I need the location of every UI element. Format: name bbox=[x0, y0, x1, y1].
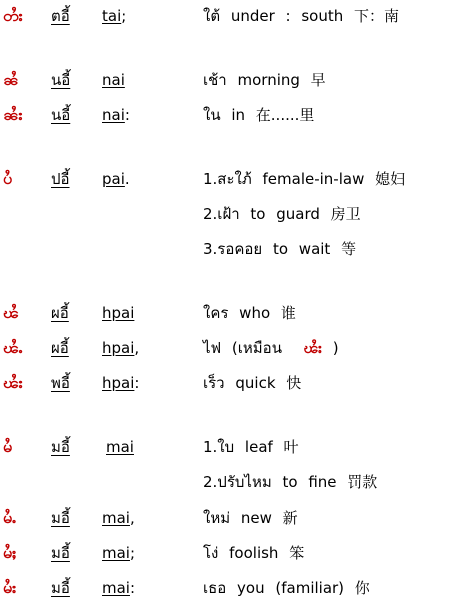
romanization-text: mai bbox=[106, 438, 134, 456]
entry-row bbox=[0, 301, 450, 325]
romanization-text: mai bbox=[102, 579, 130, 597]
gloss: ใคร who 谁 bbox=[203, 304, 296, 322]
shan-word: မႆ bbox=[3, 437, 13, 456]
romanization-punct: . bbox=[124, 170, 130, 188]
thai-word: มอี้ bbox=[51, 438, 70, 456]
romanization bbox=[102, 103, 130, 127]
shan-word: ၼႆး bbox=[3, 105, 23, 124]
romanization bbox=[102, 167, 130, 191]
entry-row bbox=[0, 506, 450, 530]
romanization bbox=[102, 301, 134, 325]
entry-row bbox=[0, 103, 450, 127]
shan-word: ပႆ bbox=[3, 169, 13, 188]
gloss: ใหม่ new 新 bbox=[203, 509, 298, 527]
thai-word: พอี้ bbox=[51, 374, 70, 392]
thai-word: ปอี้ bbox=[51, 170, 70, 188]
entry-row-continuation bbox=[0, 237, 450, 261]
romanization-text: mai bbox=[102, 544, 130, 562]
romanization bbox=[102, 4, 126, 28]
romanization-punct: : bbox=[124, 106, 130, 124]
romanization-text: nai bbox=[102, 71, 125, 89]
shan-word: မႆႈ bbox=[3, 543, 17, 562]
gloss-tail: ) bbox=[332, 339, 339, 357]
gloss: 1.สะใภ้ female-in-law 媳妇 bbox=[203, 170, 406, 188]
gloss: ใน in 在......里 bbox=[203, 106, 315, 124]
romanization bbox=[106, 435, 134, 459]
thai-word: มอี้ bbox=[51, 544, 70, 562]
romanization-punct: ; bbox=[129, 544, 136, 562]
entry-row-continuation bbox=[0, 202, 450, 226]
gloss: เร็ว quick 快 bbox=[203, 374, 302, 392]
thai-word: มอี้ bbox=[51, 579, 70, 597]
thai-word: ผอี้ bbox=[51, 339, 69, 357]
shan-word: တႆး bbox=[3, 6, 23, 25]
entry-row bbox=[0, 167, 450, 191]
gloss bbox=[203, 336, 339, 360]
romanization-text: tai bbox=[102, 7, 122, 25]
gloss: โง่ foolish 笨 bbox=[203, 544, 305, 562]
romanization-punct: ; bbox=[121, 7, 127, 25]
romanization-punct: : bbox=[134, 374, 140, 392]
entry-row bbox=[0, 541, 450, 565]
gloss: เช้า morning 早 bbox=[203, 71, 326, 89]
shan-word: ၽႆႉ bbox=[3, 338, 23, 357]
romanization bbox=[102, 576, 135, 600]
gloss: 2.ปรับไหม to fine 罚款 bbox=[203, 473, 378, 491]
romanization-text: hpai bbox=[102, 374, 135, 392]
thai-word: นอี้ bbox=[51, 106, 71, 124]
gloss: 2.เฝ้า to guard 房卫 bbox=[203, 205, 361, 223]
gloss: เธอ you (familiar) 你 bbox=[203, 579, 370, 597]
gloss: ใต้ under : south 下：南 bbox=[203, 7, 400, 25]
gloss: 1.ใบ leaf 叶 bbox=[203, 438, 299, 456]
entry-row bbox=[0, 576, 450, 600]
romanization bbox=[102, 371, 139, 395]
romanization-punct: , bbox=[129, 509, 135, 527]
thai-word: ตอี้ bbox=[51, 7, 70, 25]
romanization-text: hpai bbox=[102, 339, 135, 357]
romanization-punct: , bbox=[134, 339, 140, 357]
shan-word: ၽႆး bbox=[3, 373, 23, 392]
romanization-text: pai bbox=[102, 170, 125, 188]
gloss-text: ไฟ (เหมือน bbox=[203, 339, 282, 357]
shan-word: မႆႉ bbox=[3, 508, 17, 527]
thai-word: ผอี้ bbox=[51, 304, 69, 322]
shan-word: ၼႆ bbox=[3, 70, 19, 89]
entry-row bbox=[0, 4, 450, 28]
entry-row bbox=[0, 435, 450, 459]
entry-row bbox=[0, 336, 450, 360]
shan-word: မႆး bbox=[3, 578, 17, 597]
romanization-text: mai bbox=[102, 509, 130, 527]
gloss-shan-word: ၽႆး bbox=[303, 339, 322, 357]
romanization-text: hpai bbox=[102, 304, 135, 322]
romanization bbox=[102, 336, 139, 360]
shan-word: ၽႆ bbox=[3, 303, 19, 322]
thai-word: นอี้ bbox=[51, 71, 71, 89]
romanization bbox=[102, 68, 125, 92]
romanization bbox=[102, 506, 135, 530]
entry-row bbox=[0, 68, 450, 92]
thai-word: มอี้ bbox=[51, 509, 70, 527]
romanization-punct: : bbox=[129, 579, 136, 597]
gloss: 3.รอคอย to wait 等 bbox=[203, 240, 357, 258]
romanization bbox=[102, 541, 135, 565]
entry-row bbox=[0, 371, 450, 395]
romanization-text: nai bbox=[102, 106, 125, 124]
entry-row-continuation bbox=[0, 470, 450, 494]
